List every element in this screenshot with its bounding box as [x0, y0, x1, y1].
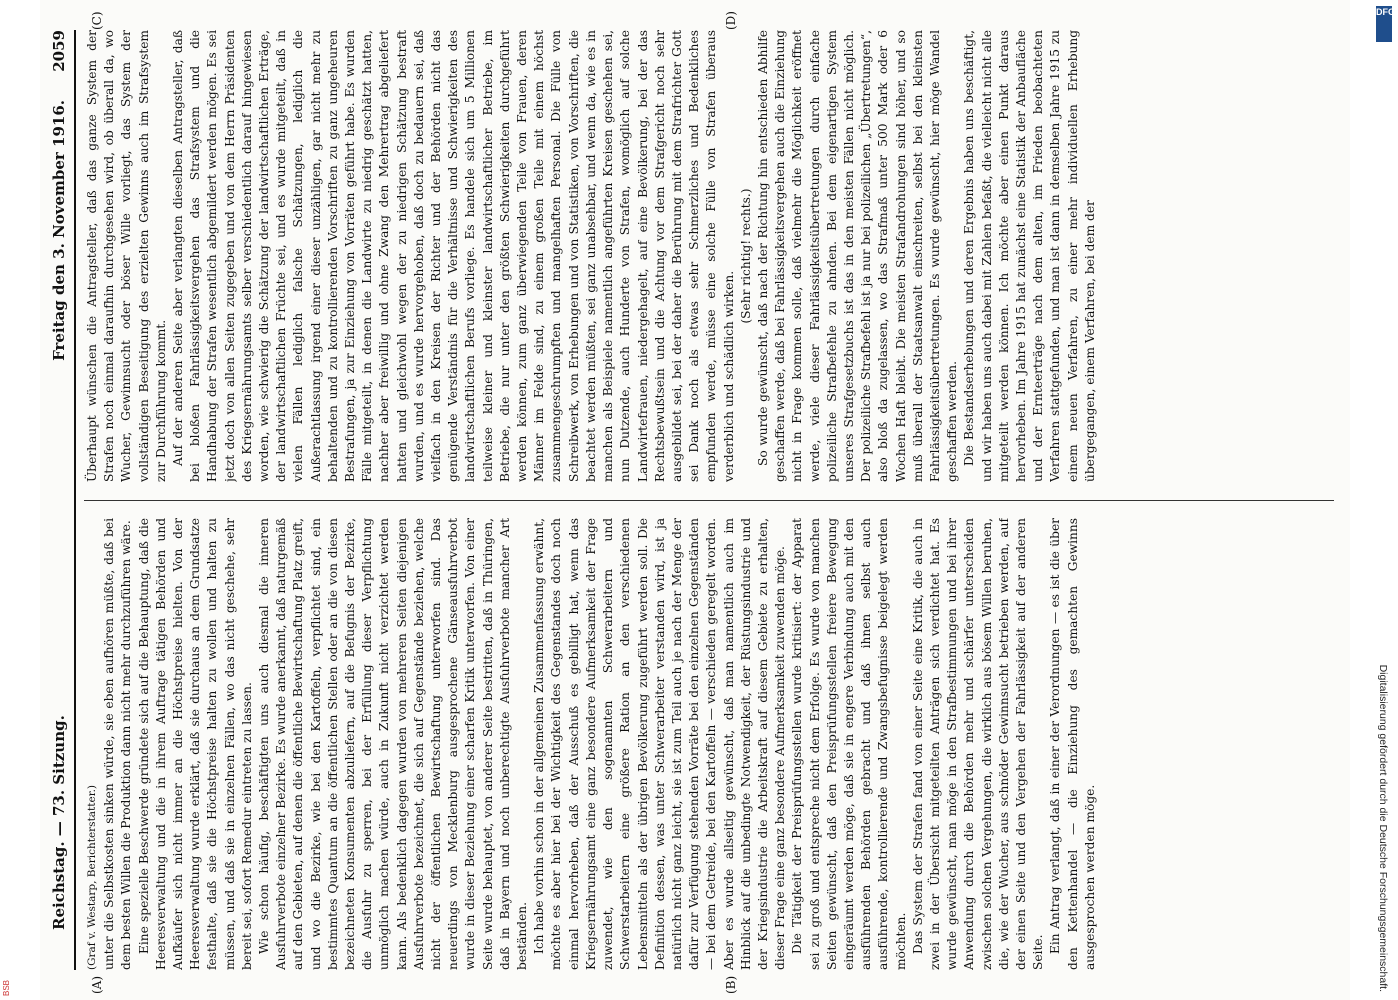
- page-number: 2059: [50, 30, 68, 72]
- paragraph: Die Bestandserhebungen und deren Ergebnis haben uns beschäftigt, und wir haben uns auch dabei mit Zahlen befaßt, die vielleicht nicht alle mitgeteilt werden können. Ich möchte aber einen Punkt daraus hervorheben. Im Jahre 1915 hat zunächst eine Statistik der Anbaufläche und der Ernteerträge nach dem alten, im Frieden beobachteten Verfahren stattgefunden, und man ist dann in demselben Jahre 1915 zu einem neuen Verfahren, zu einer mehr individuellen Erhebung übergegangen, einem Verfahren, bei dem der: [962, 30, 1097, 482]
- speaker-note: (Graf v. Westarp, Berichterstatter.): [86, 784, 98, 970]
- paragraph: Das System der Strafen fand von einer Seite eine Kritik, die auch in zwei in der Übersicht mitgeteilten Anträgen sich verdichtet hat. Es wurde gewünscht, man möge in den Strafbestimmungen und bei ihrer Anwendung durch die Behörden mehr und schärfer unterscheiden zwischen solchen Vergehungen, die wirklich aus bösem Willen beruhen, die, wie der Wucher, aus schnöder Gewinnsucht betrieben werden, auf der einen Seite und den Vergehen der Fahrlässigkeit auf der anderen Seite.: [910, 518, 1046, 970]
- header-session: Reichstag. — 73. Sitzung.: [50, 715, 68, 930]
- margin-mark-b: (B): [724, 975, 738, 994]
- left-text-column: [84, 518, 1334, 970]
- digitization-note-text: Digitalisierung gefördert durch die Deutsche Forschungsgemeinschaft.: [1377, 664, 1389, 992]
- digitization-note: [1372, 8, 1394, 992]
- running-header: [48, 30, 76, 970]
- paragraph: So wurde gewünscht, daß nach der Richtung hin entschieden Abhilfe geschaffen werde, daß bei Fahrlässigkeitsvergehen auch die Einziehung nicht in Frage kommen solle, daß vielmehr die Möglichkeit eröffnet werde, viele dieser Fahrlässigkeitsübertretungen durch einfache polizeiliche Strafbefehle zu ahnden. Bei dem eigenartigen System unseres Strafgesetzbuchs ist das in den meisten Fällen nicht möglich. Der polizeiliche Strafbefehl ist ja nur bei polizeilichen „Übertretungen“, also bloß da zugelassen, wo das Strafmaß unter 500 Mark oder 6 Wochen Haft bleibt. Die meisten Strafandrohungen sind höher, und so muß überall der Staatsanwalt einschreiten, selbst bei den kleinsten Fahrlässigkeitsübertretungen. Es wurde gewünscht, hier möge Wandel geschaffen werden.: [755, 30, 960, 482]
- column-divider: [84, 500, 1334, 501]
- dfg-logo: DFG: [1376, 6, 1392, 42]
- interjection: (Sehr richtig! rechts.): [738, 188, 753, 324]
- library-mark: [2, 960, 16, 996]
- scanned-page: [40, 0, 1350, 1000]
- paragraph: Ich habe vorhin schon in der allgemeinen Zusammenfassung erwähnt, möchte es aber hier bei der Wichtigkeit des Gegenstandes doch noch einmal hervorheben, daß der Ausschuß es gebilligt hat, wenn das Kriegsernährungsamt eine ganz besondere Aufmerksamkeit der Frage zuwendet, wie den sogenannten Schwerarbeitern und Schwerstarbeitern eine größere Ration an den verschiedenen Lebensmitteln als der übrigen Bevölkerung zugeführt werden soll. Die Definition dessen, was unter Schwerarbeiter verstanden wird, ist ja natürlich nicht ganz leicht, sie ist zum Teil auch je nach der Menge der dafür zur Verfügung stehenden Vorräte bei den einzelnen Gegenständen — bei dem Getreide, bei den Kartoffeln — verschieden geregelt worden. Aber es wurde allseitig gewünscht, daß man namentlich auch im Hinblick auf die unbedingte Notwendigkeit, der Rüstungsindustrie und der Kriegsindustrie die Arbeitskraft auf diesem Gebiete zu erhalten, dieser Frage eine ganz besondere Aufmerksamkeit zuwenden möge.: [532, 518, 788, 970]
- library-mark-text: BSB: [2, 979, 11, 996]
- paragraph: unter die Selbstkosten sinken würde, sie eben aufhören müßte, daß bei dem besten Willen die Produktion dann nicht mehr durchzuführen wäre.: [102, 518, 134, 970]
- header-date: Freitag den 3. November 1916.: [50, 100, 68, 361]
- paragraph: Die Tätigkeit der Preisprüfungsstellen wurde kritisiert: der Apparat sei zu groß und entspreche nicht dem Erfolge. Es wurde von manchen Seiten gewünscht, daß den Preisprüfungsstellen freiere Bewegung eingeräumt werden möge, daß sie in engere Verbindung auch mit den ausführenden Behörden gebracht und daß ihnen selbst auch ausführende, kontrollierende und Zwangsbefugnisse beigelegt werden möchten.: [790, 518, 908, 970]
- rotated-page: [40, 0, 1350, 1000]
- paragraph: Auf der anderen Seite aber verlangten dieselben Antragsteller, daß bei bloßen Fahrlässigkeitsvergehen das Strafsystem und die Handhabung der Strafen wesentlich abgemildert werden mögen. Es sei jetzt doch von allen Seiten zugegeben und von dem Herrn Präsidenten des Kriegsernährungsamts selber verschiedentlich darauf hingewiesen worden, wie schwierig die Schätzung der landwirtschaftlichen Erträge, der landwirtschaftlichen Früchte sei, und es wurde mitgeteilt, daß in vielen Fällen lediglich falsche Schätzungen, lediglich die Außerachtlassung irgend einer dieser unzähligen, gar nicht mehr zu behaltenden und zu kontrollierenden Vorschriften zu ganz ungeheuren Bestrafungen, ja zur Einziehung von Vorräten geführt habe. Es wurden Fälle mitgeteilt, in denen die Landwirte zu niedrig geschätzt hatten, nachher aber freiwillig und ohne Zwang den Mehrertrag abgeliefert hatten und gleichwohl wegen der zu niedrigen Schätzung bestraft wurden, und es wurde hervorgehoben, daß doch zu bedauern sei, daß vielfach in den Kreisen der Richter und der Behörden nicht das genügende Verständnis für die Verhältnisse und Schwierigkeiten des landwirtschaftlichen Berufs vorliege. Es handele sich um 5 Millionen teilweise kleiner und kleinster landwirtschaftlicher Betriebe, im Betriebe, die nur unter den größten Schwierigkeiten durchgeführt werden können, zum ganz überwiegenden Teile von Frauen, deren Männer im Felde sind, zu einem großen Teile mit einem höchst zusammengeschrumpften und mangelhaften Personal. Die Fülle von Schreibwerk, von Erhebungen und von Statistiken, von Vorschriften, die beachtet werden müßten, sei ganz unabsehbar, und wenn da, wie es in manchen als Beispiele namentlich angeführten Kreisen geschehen sei, nun Dutzende, auch Hunderte von Strafen, womöglich auf solche Landwirtefrauen, niedergehagelt, auf eine Bevölkerung, bei der das Rechtsbewußtsein und die Achtung vor dem Strafgericht noch sehr ausgebildet sei, bei der daher die Berührung mit dem Strafrichter Gott sei Dank noch als etwas sehr Schmerzliches und Bedenkliches empfunden werde, müsse eine solche Fülle von Strafen überaus verderblich und schädlich wirken.: [171, 30, 736, 482]
- margin-mark-c: (C): [90, 11, 104, 30]
- paragraph: Eine spezielle Beschwerde gründete sich auf die Behauptung, daß die Heeresverwaltung und die in ihrem Auftrage tätigen Behörden und Aufkäufer sich nicht immer an die Höchstpreise hielten. Von der Heeresverwaltung wurde erklärt, daß sie durchaus an dem Grundsatze festhalte, daß sie die Höchstpreise halten zu wollen und halten zu müssen, und daß sie in einzelnen Fällen, wo das nicht geschehe, sehr bereit sei, sofort Remedur eintreten zu lassen.: [136, 518, 254, 970]
- margin-mark-a: (A): [90, 975, 104, 994]
- paragraph: Überhaupt wünschen die Antragsteller, daß das ganze System der Strafen noch einmal daraufhin durchgesehen wird, ob überall da, wo Wucher, Gewinnsucht oder böser Wille vorliegt, das System der vollständigen Beseitigung des erzielten Gewinns auch im Strafsystem zur Durchführung kommt.: [85, 30, 168, 482]
- right-text-column: [84, 30, 1334, 482]
- paragraph: Wie schon häufig, beschäftigten uns auch diesmal die inneren Ausfuhrverbote einzelner Bezirke. Es wurde anerkannt, daß naturgemäß auf den Gebieten, auf denen die öffentliche Bewirtschaftung Platz greift, und wo die Bezirke, wie bei den Kartoffeln, verpflichtet sind, ein bestimmtes Quantum an die öffentlichen Stellen oder an die von diesen bezeichneten Konsumenten abzuliefern, auf die Befugnis der Bezirke, die Ausfuhr zu sperren, bei der Erfüllung dieser Verpflichtung unmöglich machen würde, auch in Zukunft nicht verzichtet werden kann. Als bedenklich dagegen wurden von mehreren Seiten diejenigen Ausfuhrverbote bezeichnet, die sich auf Gegenstände beziehen, welche nicht der öffentlichen Bewirtschaftung unterworfen sind. Das neuerdings von Mecklenburg ausgesprochene Gänseausfuhrverbot wurde in dieser Beziehung einer scharfen Kritik unterworfen. Von einer Seite wurde behauptet, von anderer Seite bestritten, daß in Thüringen, daß in Bayern und noch unberechtigte Ausfuhrverbote mancher Art beständen.: [257, 518, 530, 970]
- margin-mark-d: (D): [724, 11, 738, 30]
- paragraph: Ein Antrag verlangt, daß in einer der Verordnungen — es ist die über den Kettenhandel — die Einziehung des gemachten Gewinns ausgesprochen werden möge.: [1048, 518, 1097, 970]
